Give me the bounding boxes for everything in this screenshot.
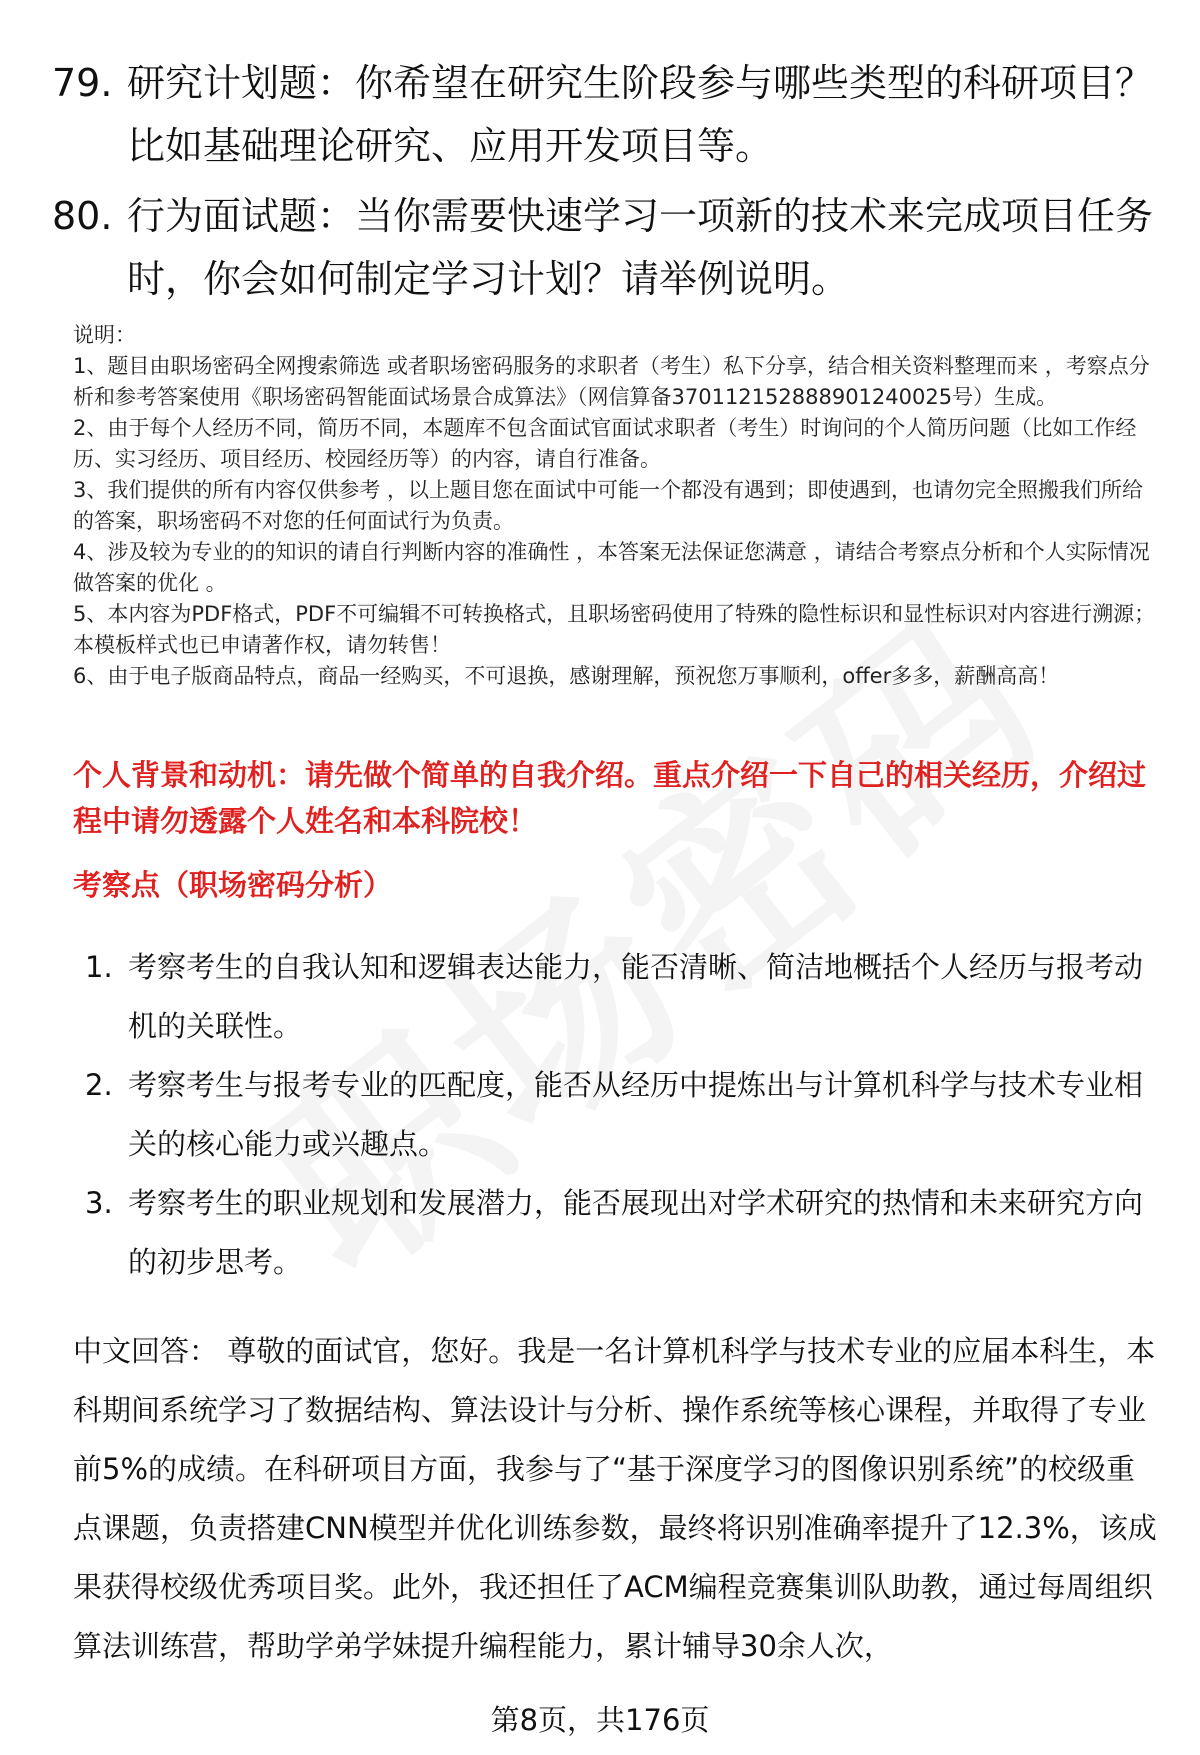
note-item: 1、题目由职场密码全网搜索筛选 或者职场密码服务的求职者（考生）私下分享，结合相关资料整理而来 ，考察点分析和参考答案使用《职场密码智能面试场景合成算法》（网信算备370112152888901240025号）生成。 [73, 354, 1150, 409]
note-item: 4、涉及较为专业的的知识的请自行判断内容的准确性 ，本答案无法保证您满意 ，请结合考察点分析和个人实际情况做答案的优化 。 [73, 540, 1150, 595]
point-text: 考察考生的自我认知和逻辑表达能力，能否清晰、简洁地概括个人经历与报考动机的关联性。 [128, 950, 1144, 1043]
background-question: 个人背景和动机：请先做个简单的自我介绍。重点介绍一下自己的相关经历，介绍过程中请勿透露个人姓名和本科院校！ [73, 758, 1147, 838]
page-footer: 第8页，共176页 [490, 1703, 710, 1737]
question-text: 研究计划题：你希望在研究生阶段参与哪些类型的科研项目？比如基础理论研究、应用开发项目等。 [127, 61, 1154, 168]
point-text: 考察考生与报考专业的匹配度，能否从经历中提炼出与计算机科学与技术专业相关的核心能力或兴趣点。 [128, 1068, 1144, 1161]
answer-label: 中文回答： [73, 1334, 219, 1368]
notes-title: 说明： [73, 323, 136, 347]
question-80 [52, 185, 1152, 311]
answer-text: 尊敬的面试官，您好。我是一名计算机科学与技术专业的应届本科生，本科期间系统学习了数据结构、算法设计与分析、操作系统等核心课程，并取得了专业前5%的成绩。在科研项目方面，我参与了“基于深度学习的图像识别系统”的校级重点课题，负责搭建CNN模型并优化训练参数，最终将识别准确率提升了12.3%，该成果获得校级优秀项目奖。此外，我还担任了ACM编程竞赛集训队助教，通过每周组织算法训练营，帮助学弟学妹提升编程能力，累计辅导30余人次， [73, 1334, 1157, 1663]
note-item: 2、由于每个人经历不同，简历不同，本题库不包含面试官面试求职者（考生）时询问的个人简历问题（比如工作经历、实习经历、项目经历、校园经历等）的内容，请自行准备。 [73, 416, 1137, 471]
notes-section [73, 320, 1163, 692]
point-number: 3. [85, 1186, 113, 1220]
point-number: 2. [85, 1068, 113, 1102]
question-text: 行为面试题：当你需要快速学习一项新的技术来完成项目任务时，你会如何制定学习计划？请举例说明。 [127, 194, 1154, 301]
question-number: 80. [52, 194, 113, 238]
answer-paragraph [73, 1322, 1163, 1676]
question-number: 79. [52, 61, 113, 105]
note-item: 3、我们提供的所有内容仅供参考 ，以上题目您在面试中可能一个都没有遇到；即使遇到，也请勿完全照搬我们所给的答案，职场密码不对您的任何面试行为负责。 [73, 478, 1144, 533]
note-item: 6、由于电子版商品特点，商品一经购买，不可退换，感谢理解，预祝您万事顺利，offer多多，薪酬高高！ [73, 664, 1060, 688]
kaocha-point [73, 1174, 1163, 1292]
kaocha-point [73, 1056, 1163, 1174]
point-number: 1. [85, 950, 113, 984]
point-text: 考察考生的职业规划和发展潜力，能否展现出对学术研究的热情和未来研究方向的初步思考。 [128, 1186, 1144, 1279]
kaocha-points [73, 938, 1163, 1292]
note-item: 5、本内容为PDF格式，PDF不可编辑不可转换格式，且职场密码使用了特殊的隐性标识和显性标识对内容进行溯源；本模板样式也已申请著作权，请勿转售！ [73, 602, 1156, 657]
kaocha-point [73, 938, 1163, 1056]
kaocha-title: 考察点（职场密码分析） [73, 868, 393, 902]
question-79 [52, 52, 1152, 178]
